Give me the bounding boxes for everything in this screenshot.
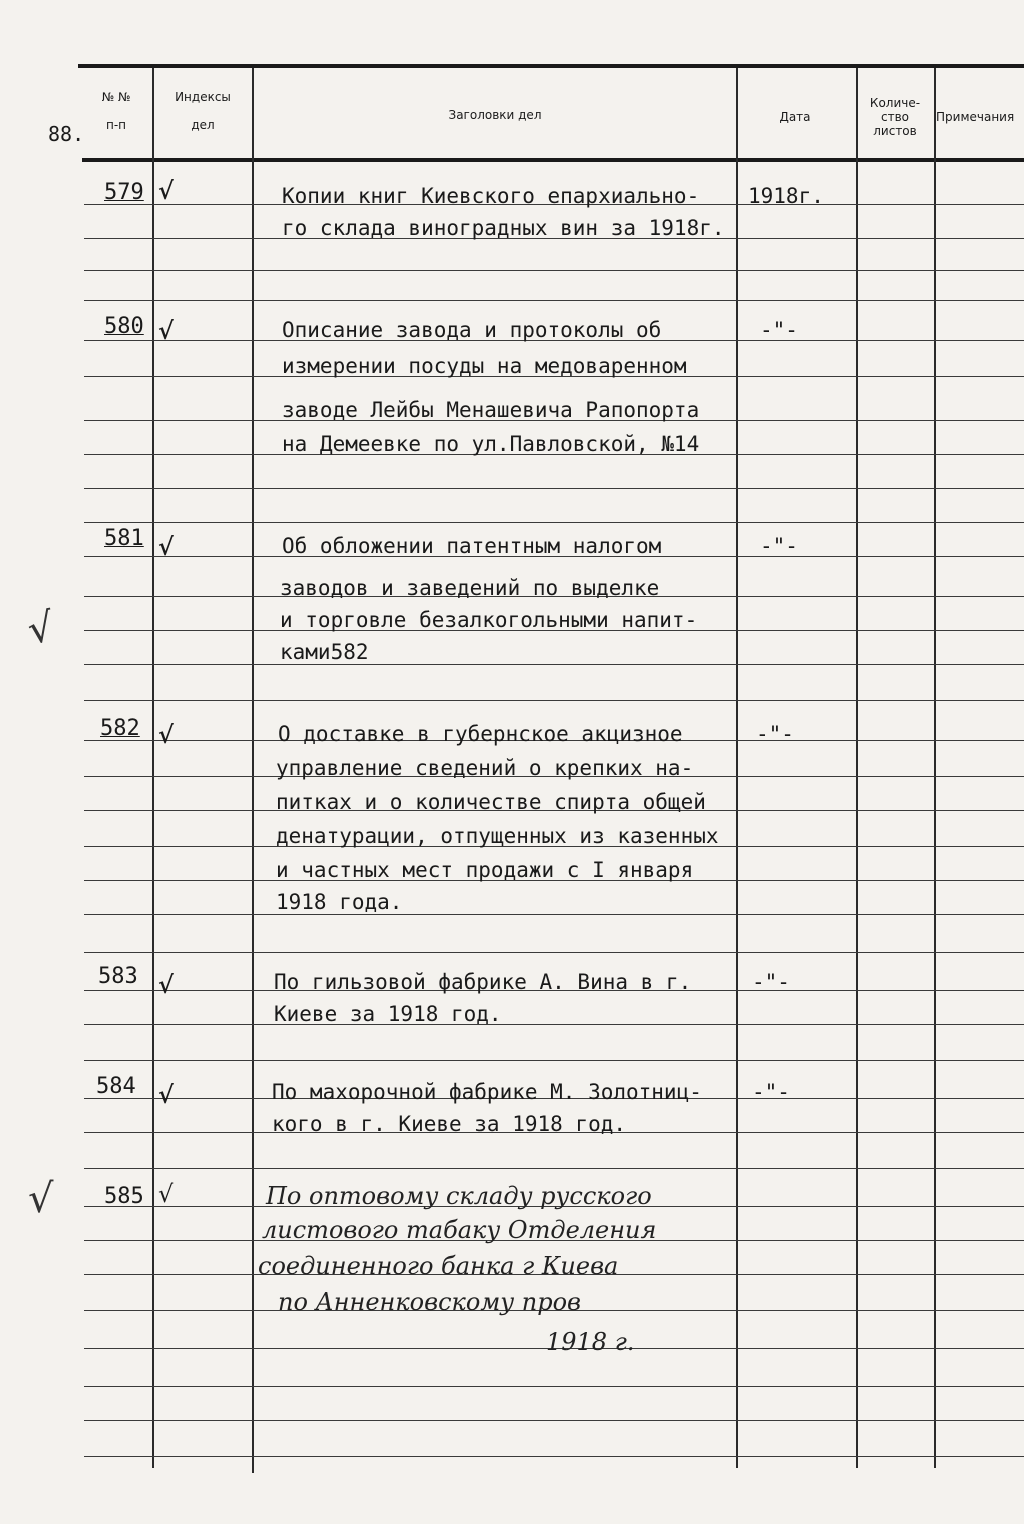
ruled-line (84, 1060, 1024, 1061)
header-sheets-line2: ство (880, 110, 909, 124)
entry-date: -"- (752, 970, 790, 994)
entry-text-line: ками582 (280, 640, 369, 664)
entry-date: -"- (760, 318, 798, 342)
entry-date: -"- (760, 534, 798, 558)
entry-text-line: кого в г. Киеве за 1918 год. (272, 1112, 627, 1136)
entry-number: 580 (104, 314, 144, 339)
header-sheets-line3: листов (873, 124, 917, 138)
handwritten-line: по Анненковскому пров (278, 1288, 581, 1316)
ruled-line (84, 300, 1024, 301)
entry-text-line: Об обложении патентным налогом (282, 534, 662, 558)
header-num (86, 90, 146, 132)
entry-number: 585 (104, 1184, 144, 1209)
entry-date: -"- (752, 1080, 790, 1104)
header-index-line2: дел (191, 118, 215, 132)
check-mark: √ (158, 1080, 174, 1109)
ruled-line (84, 1386, 1024, 1387)
ruled-line (84, 664, 1024, 665)
col-divider (252, 68, 254, 1473)
entry-text-line: Копии книг Киевского епархиально- (282, 184, 700, 208)
check-mark: √ (158, 720, 174, 749)
header-index-line1: Индексы (175, 90, 231, 104)
col-divider (736, 68, 738, 1468)
folio-number: 88. (48, 122, 85, 146)
entry-text-line: Описание завода и протоколы об (282, 318, 662, 342)
check-mark: √ (158, 532, 174, 561)
entry-number: 584 (96, 1074, 136, 1099)
handwritten-line: 1918 г. (546, 1328, 635, 1356)
entry-text-line: Киеве за 1918 год. (274, 1002, 502, 1026)
header-num-line2: п-п (105, 118, 127, 132)
entry-text-line: питках и о количестве спирта общей (276, 790, 706, 814)
ruled-line (84, 914, 1024, 915)
entry-text-line: и частных мест продажи с I января (276, 858, 694, 882)
check-mark: √ (158, 176, 174, 205)
ruled-line (84, 1024, 1024, 1025)
ruled-line (84, 1420, 1024, 1421)
ruled-line (84, 488, 1024, 489)
entry-number: 581 (104, 526, 144, 551)
entry-text-line: денатурации, отпущенных из казенных (276, 824, 719, 848)
handwritten-line: листового табаку Отделения (262, 1216, 657, 1244)
handwritten-line: соединенного банка г Киева (258, 1252, 619, 1280)
col-divider (934, 68, 936, 1468)
header-notes: Примечания (936, 110, 1015, 124)
top-rule (78, 64, 1024, 68)
entry-number: 579 (104, 180, 144, 205)
entry-text-line: заводе Лейбы Менашевича Рапопорта (282, 398, 700, 422)
entry-number: 583 (98, 964, 138, 989)
entry-text-line: на Демеевке по ул.Павловской, №14 (282, 432, 700, 456)
ruled-line (84, 270, 1024, 271)
check-mark: √ (158, 970, 174, 999)
margin-check-mark: √ (24, 604, 58, 654)
entry-text-line: По гильзовой фабрике А. Вина в г. (274, 970, 692, 994)
entry-text-line: го склада виноградных вин за 1918г. (282, 216, 725, 240)
header-index (158, 90, 248, 132)
header-title: Заголовки дел (448, 108, 542, 122)
check-mark: √ (158, 316, 174, 345)
ruled-line (84, 952, 1024, 953)
handwritten-line: По оптовому складу русского (266, 1182, 652, 1210)
ruled-line (84, 700, 1024, 701)
check-mark: √ (158, 1180, 174, 1208)
header-num-line1: № № (101, 90, 131, 104)
entry-text-line: и торговле безалкогольными напит- (280, 608, 698, 632)
entry-text-line: управление сведений о крепких на- (276, 756, 694, 780)
entry-text-line: 1918 года. (276, 890, 403, 914)
ruled-line (84, 1168, 1024, 1169)
header-date: Дата (779, 110, 811, 124)
entry-text-line: По махорочной фабрике М. Золотниц- (272, 1080, 702, 1104)
entry-number: 582 (100, 716, 140, 741)
entry-text-line: заводов и заведений по выделке (280, 576, 660, 600)
header-bottom-rule (82, 158, 1024, 162)
entry-text-line: измерении посуды на медоваренном (282, 354, 687, 378)
margin-check-mark: √ (28, 1176, 54, 1222)
entry-date: 1918г. (748, 184, 824, 208)
entry-date: -"- (756, 722, 794, 746)
header-sheets-line1: Количе- (869, 96, 921, 110)
ruled-line (84, 522, 1024, 523)
col-divider (152, 68, 154, 1468)
header-sheets (858, 96, 932, 138)
ruled-line (84, 1456, 1024, 1457)
entry-text-line: О доставке в губернское акцизное (278, 722, 683, 746)
col-divider (856, 68, 858, 1468)
